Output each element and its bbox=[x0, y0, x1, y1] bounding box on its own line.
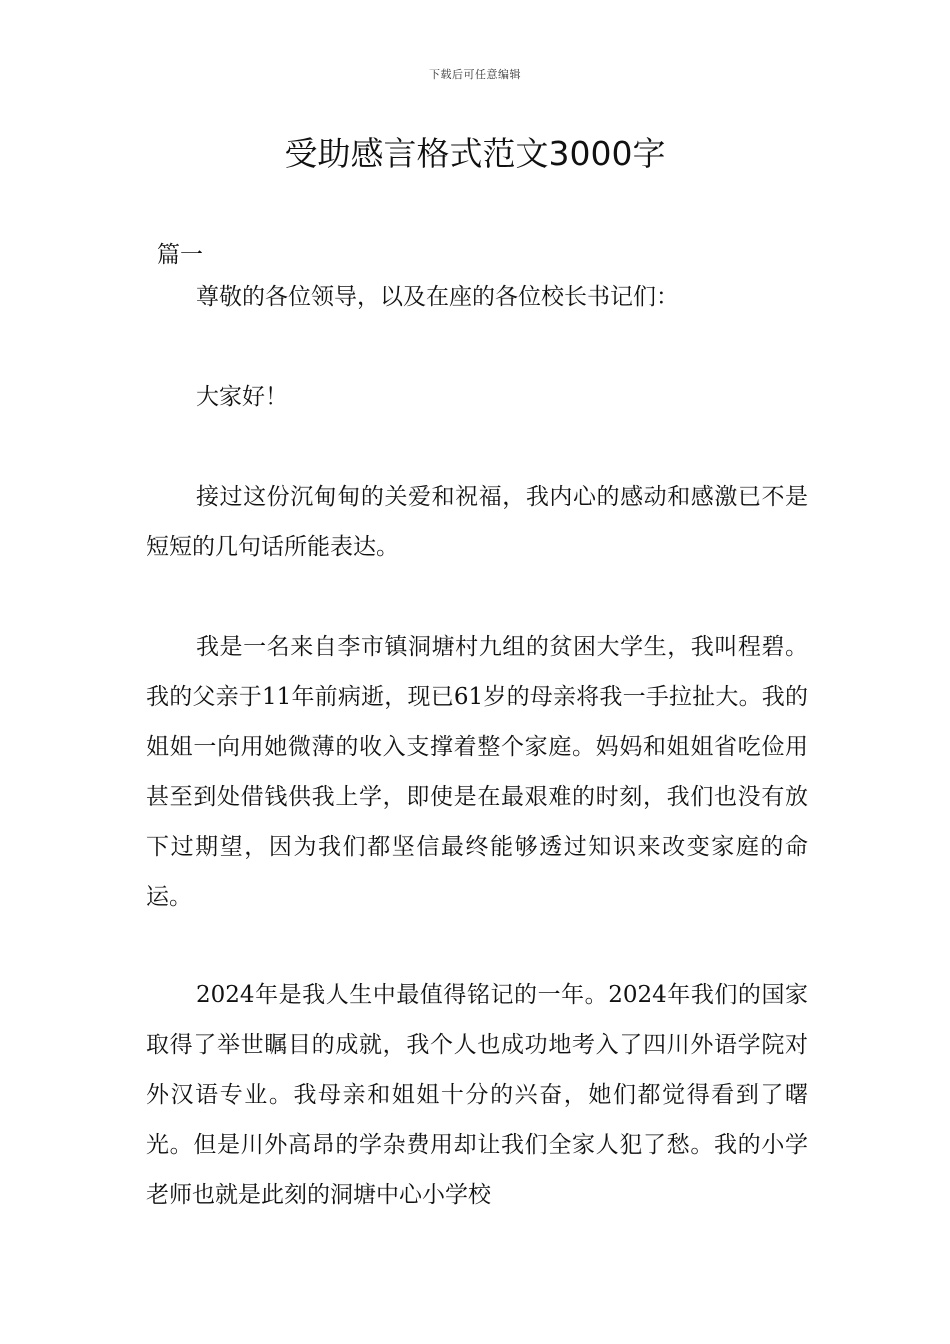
document-title: 受助感言格式范文3000字 bbox=[284, 134, 666, 173]
paragraph: 2024年是我人生中最值得铭记的一年。2024年我们的国家取得了举世瞩目的成就，我个人也成功地考入了四川外语学院对外汉语专业。我母亲和姐姐十分的兴奋，她们都觉得看到了曙光。但是川外高昂的学杂费用却让我们全家人犯了愁。我的小学老师也就是此刻的洞塘中心小学校 bbox=[146, 982, 808, 1208]
paragraph: 接过这份沉甸甸的关爱和祝福，我内心的感动和感激已不是短短的几句话所能表达。 bbox=[146, 484, 808, 560]
header-note: 下载后可任意编辑 bbox=[429, 68, 521, 81]
salutation: 尊敬的各位领导，以及在座的各位校长书记们： bbox=[196, 284, 679, 310]
section-label: 篇一 bbox=[157, 242, 203, 268]
greeting: 大家好！ bbox=[196, 384, 288, 410]
paragraph: 我是一名来自李市镇洞塘村九组的贫困大学生，我叫程碧。我的父亲于11年前病逝，现已61岁的母亲将我一手拉扯大。我的姐姐一向用她微薄的收入支撑着整个家庭。妈妈和姐姐省吃俭用甚至到处借钱供我上学，即使是在最艰难的时刻，我们也没有放下过期望，因为我们都坚信最终能够透过知识来改变家庭的命运。 bbox=[146, 634, 808, 910]
